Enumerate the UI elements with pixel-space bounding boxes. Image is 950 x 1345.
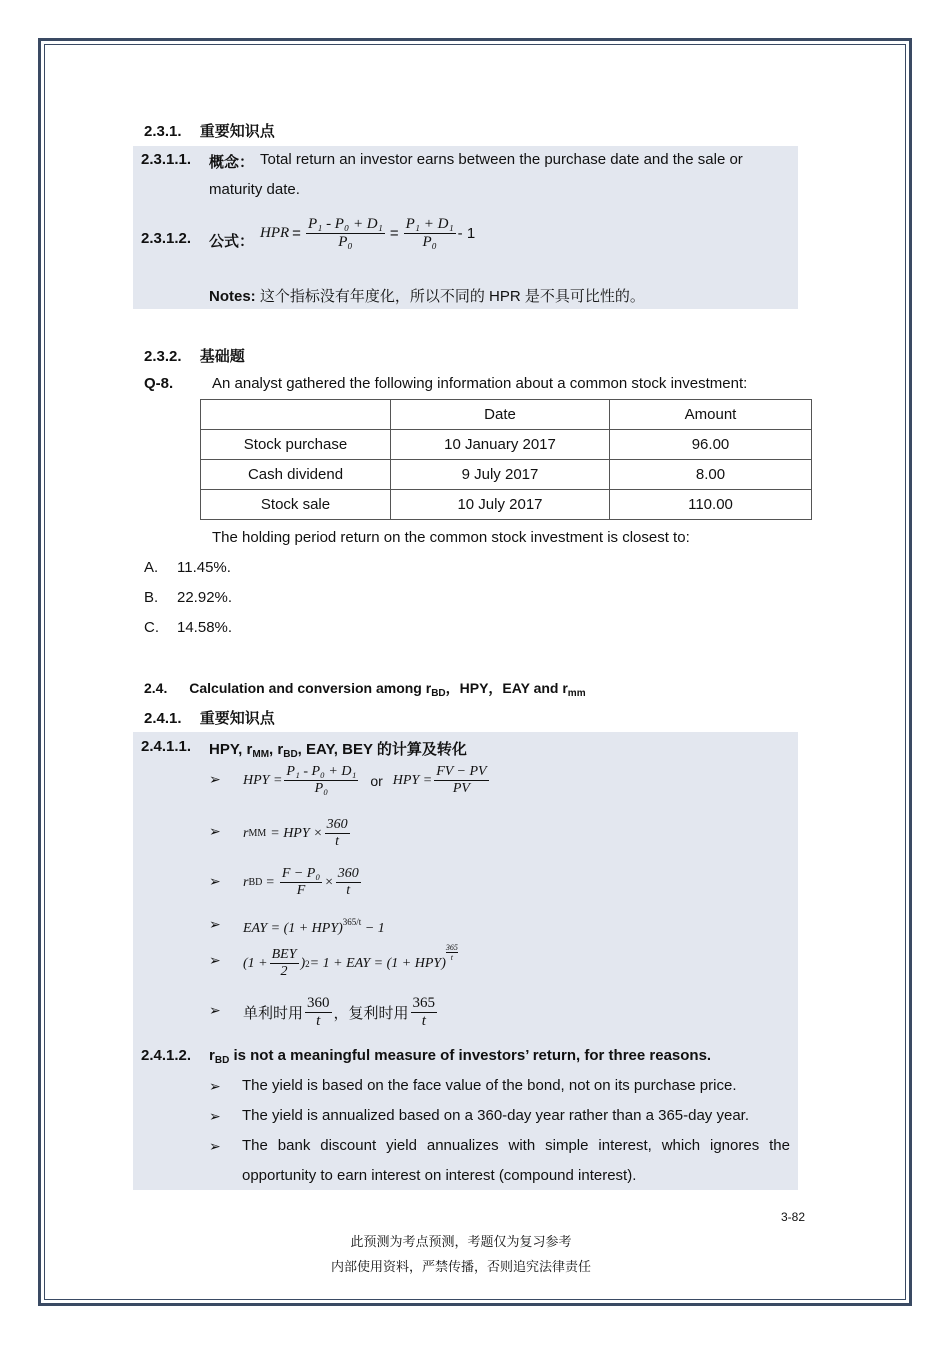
title-part: , r [269,741,284,758]
reason-3-continued: opportunity to earn interest on interest (compound interest). [242,1167,637,1184]
eay-post: − 1 [361,921,385,936]
table-row [201,490,812,520]
reason-2: The yield is annualized based on a 360-day year rather than a 365-day year. [242,1107,749,1124]
rmm-mid: = HPY × [270,825,323,841]
hpr-fraction-1-numerator: P₁ - P₀ + D₁ [306,216,385,234]
item-2-4-1-1-title [209,738,467,760]
equals-sign: = [389,225,399,243]
rmm-numerator: 360 [325,817,350,834]
hpr-fraction-2-denominator: P₀ [422,234,437,251]
superscript: 365/t [342,917,362,927]
bey-denominator: 2 [280,964,288,980]
hpy-alt-denominator: PV [452,781,470,797]
hpy-fraction [284,764,358,797]
table-header-cell: Amount [610,400,812,430]
bey-mid: ) [300,955,306,971]
item-number: 2.4.1.2. [141,1047,192,1064]
interest-rule [243,995,439,1031]
concept-text-line1: Total return an investor earns between the purchase date and the sale or [260,151,743,168]
item-2-4-1-2-title [209,1047,711,1066]
hpy-alt-lhs: HPY = [392,772,433,788]
subscript: BD [431,688,446,699]
equals-sign: = [292,225,301,243]
simple-fraction [305,995,332,1031]
option-text: 14.58%. [177,619,233,636]
table-header-cell [201,400,391,430]
table-cell: 96.00 [610,430,812,460]
bullet-icon: ➢ [209,873,221,889]
table-header-cell: Date [391,400,610,430]
title-part: , EAY, BEY 的计算及转化 [297,741,467,758]
bullet-icon: ➢ [209,1138,221,1154]
title-part: HPY, r [209,741,253,758]
bey-numerator: BEY [270,947,299,964]
eay-formula [243,917,385,937]
item-number: 2.4.1.1. [141,738,192,755]
or-text: or [370,772,383,789]
rbd-fraction-2 [336,866,361,899]
superscript: 2 [305,958,310,969]
rmm-r: r [243,825,249,841]
formula-item-number: 2.3.1.2. [141,230,192,247]
table-cell: Stock sale [201,490,391,520]
rbd-numerator: F − P₀ [280,866,322,883]
rbd-numerator-2: 360 [336,866,361,883]
hpy-formula [243,764,491,797]
bey-eq: = 1 + EAY = (1 + HPY) [309,955,446,971]
rbd-formula [243,866,363,899]
exponent-denominator: t [450,953,453,963]
bullet-icon: ➢ [209,771,221,787]
hpr-formula [260,216,475,252]
option-letter: A. [144,559,159,576]
bullet-icon: ➢ [209,1108,221,1124]
subscript: MM [252,749,270,760]
footer-line-2: 内部使用资料，严禁传播，否则追究法律责任 [330,1260,591,1275]
option-letter: C. [144,619,159,636]
bey-formula [243,943,458,980]
option-a[interactable] [144,559,231,576]
table-cell: 9 July 2017 [391,460,610,490]
section-2-3-1-heading [144,120,275,141]
bullet-icon: ➢ [209,823,221,839]
section-title: 基础题 [199,348,245,365]
hpy-alt-fraction [434,764,488,797]
hpy-alt-numerator: FV − PV [434,764,488,781]
hpy-denominator: P₀ [314,781,329,797]
hpr-tail: - 1 [457,225,476,243]
question-prompt: The holding period return on the common stock investment is closest to: [212,529,690,546]
table-cell: 10 January 2017 [391,430,610,460]
hpr-fraction-1-denominator: P₀ [338,234,353,251]
simple-numerator: 360 [305,995,332,1013]
question-id: Q-8. [144,375,174,392]
option-text: 22.92%. [177,589,233,606]
title-part: is not a meaningful measure of investors’ return, for three reasons. [229,1047,712,1064]
bey-pre: (1 + [243,955,268,971]
section-number: 2.3.1. [144,123,182,140]
table-cell: Cash dividend [201,460,391,490]
rbd-denominator: F [296,883,306,899]
bullet-icon: ➢ [209,952,221,968]
concept-text-line2: maturity date. [209,181,300,198]
reason-3: The bank discount yield annualizes with simple interest, which ignores the [242,1137,790,1154]
bullet-icon: ➢ [209,1078,221,1094]
section-title: 重要知识点 [199,123,275,140]
rbd-r: r [243,874,249,890]
notes [209,285,645,306]
option-text: 11.45%. [177,559,231,576]
option-b[interactable] [144,589,233,606]
compound-denominator: t [421,1013,426,1030]
times-sign: × [324,874,334,890]
rbd-denominator-2: t [346,883,351,899]
question-stem: An analyst gathered the following information about a common stock investment: [212,375,748,392]
subscript: BD [283,749,298,760]
section-title-part: ，HPY，EAY and r [445,680,568,696]
title-part: r [209,1047,215,1064]
exponent-fraction [446,943,458,962]
reason-1: The yield is based on the face value of the bond, not on its purchase price. [242,1077,737,1094]
table-cell: 110.00 [610,490,812,520]
formula-label: 公式： [209,233,255,250]
notes-text: 这个指标没有年度化，所以不同的 HPR 是不具可比性的。 [259,288,645,305]
hpy-lhs: HPY = [243,772,283,788]
section-title: 重要知识点 [199,710,275,727]
hpr-fraction-1 [306,216,385,252]
section-number: 2.4. [144,680,168,696]
eay-pre: EAY = (1 + HPY) [243,921,343,936]
subscript: BD [214,1055,230,1066]
section-number: 2.4.1. [144,710,182,727]
equals-sign: = [265,874,275,890]
exponent-numerator: 365 [445,943,458,953]
section-title-part: Calculation and conversion among r [189,680,432,696]
simple-interest-text: 单利时用 [243,1004,304,1023]
subscript: BD [248,877,263,889]
section-2-4-1-heading [144,707,275,728]
bullet-icon: ➢ [209,1002,221,1018]
rmm-denominator: t [335,834,340,850]
hpy-numerator: P₁ - P₀ + D₁ [284,764,358,781]
section-2-4-heading [144,678,586,699]
concept-label: 概念： [209,154,255,171]
rmm-formula [243,817,352,850]
hpr-fraction-2 [404,216,456,252]
section-number: 2.3.2. [144,348,182,365]
compound-fraction [411,995,438,1031]
bullet-icon: ➢ [209,916,221,932]
option-letter: B. [144,589,159,606]
table-cell: 8.00 [610,460,812,490]
subscript: MM [248,828,267,840]
rbd-fraction-1 [280,866,322,899]
hpr-fraction-2-numerator: P₁ + D₁ [404,216,456,234]
page-number: 3-82 [781,1210,806,1224]
compound-numerator: 365 [411,995,438,1013]
simple-denominator: t [316,1013,321,1030]
notes-label: Notes: [209,288,256,305]
table-cell: Stock purchase [201,430,391,460]
table-row [201,460,812,490]
item-number: 2.3.1.1. [141,151,192,168]
option-c[interactable] [144,619,233,636]
table-row [201,430,812,460]
compound-interest-text: ，复利时用 [333,1004,409,1023]
footer-line-1: 此预测为考点预测，考题仅为复习参考 [350,1235,572,1250]
hpr-lhs: HPR [260,225,290,242]
table-header-row [201,400,812,430]
table-cell: 10 July 2017 [391,490,610,520]
subscript: mm [567,688,586,699]
section-2-3-2-heading [144,345,245,366]
bey-fraction [270,947,299,980]
investment-table [200,399,812,520]
rmm-fraction [325,817,350,850]
